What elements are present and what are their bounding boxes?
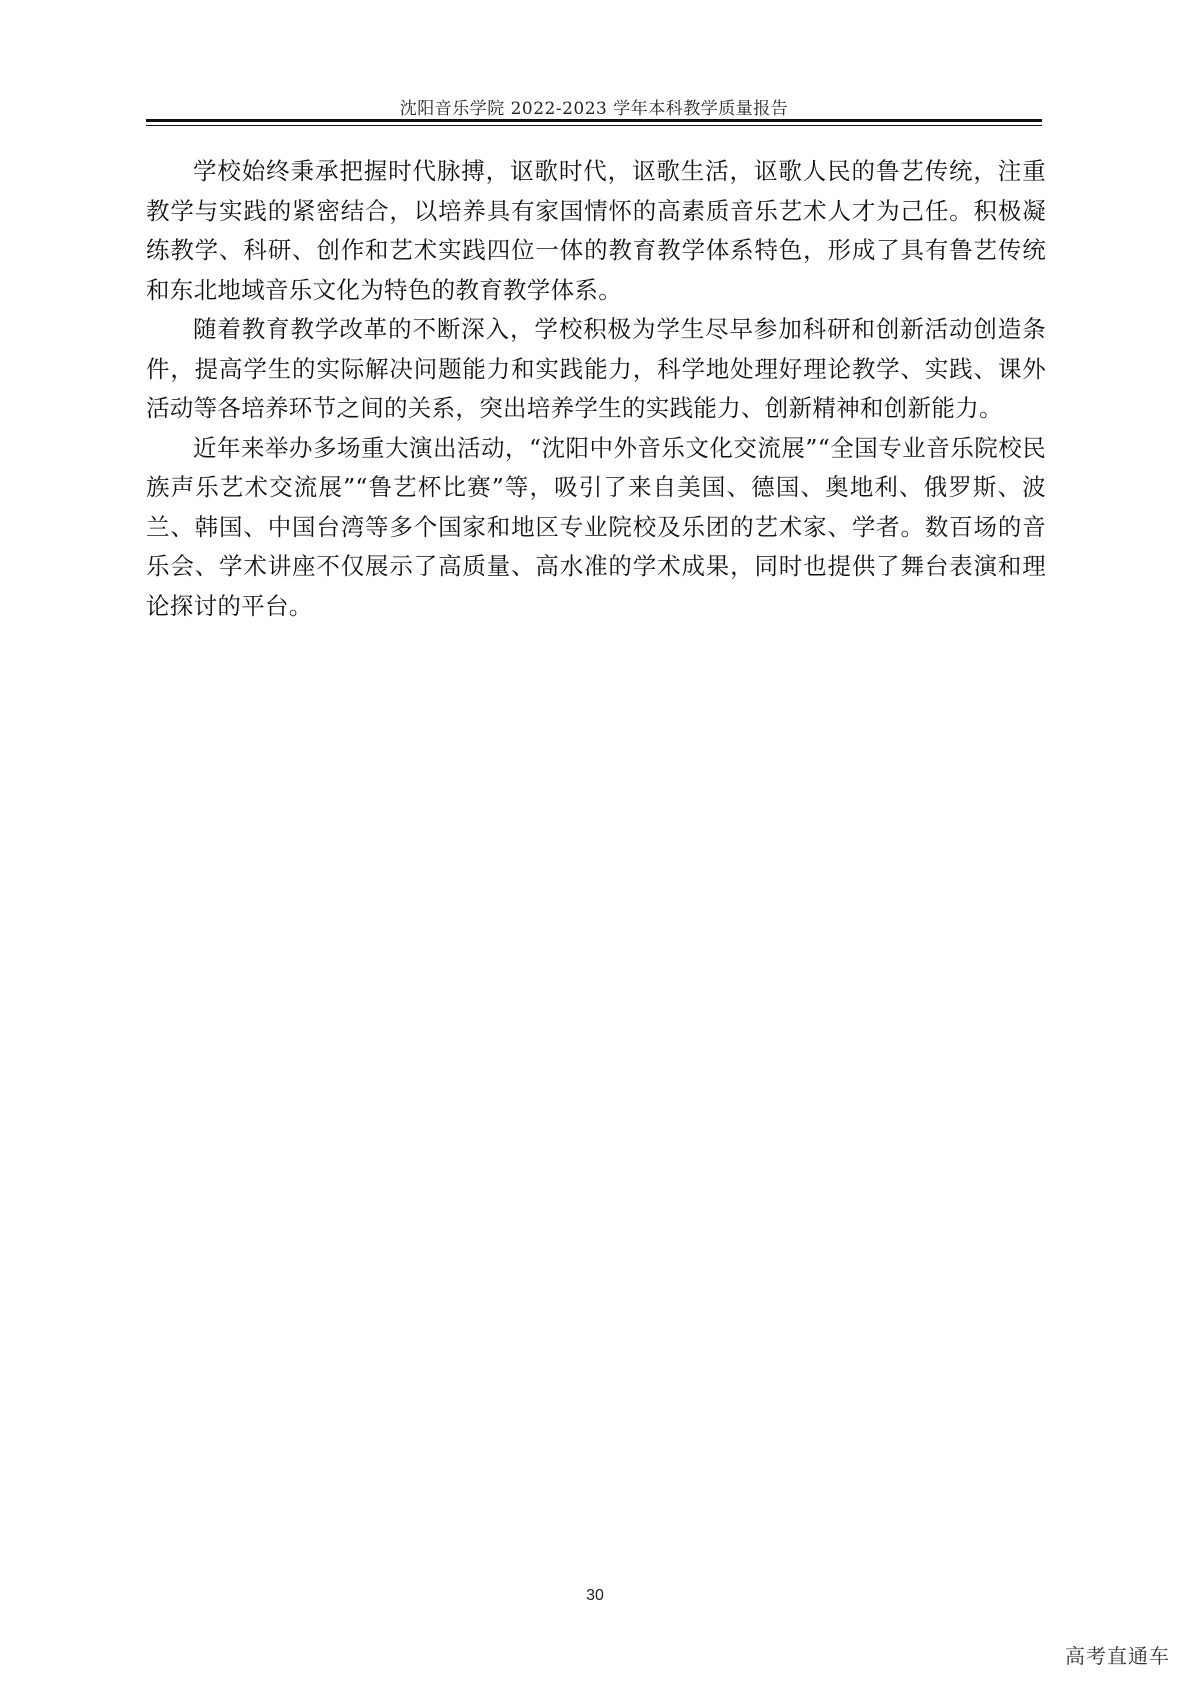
header-rule-thick bbox=[146, 119, 1042, 122]
watermark-text: 高考直通车 bbox=[1065, 1644, 1170, 1668]
paragraph-1: 学校始终秉承把握时代脉搏，讴歌时代，讴歌生活，讴歌人民的鲁艺传统，注重教学与实践的紧密结合，以培养具有家国情怀的高素质音乐艺术人才为己任。积极凝练教学、科研、创作和艺术实践四位一体的教育教学体系特色，形成了具有鲁艺传统和东北地域音乐文化为特色的教育教学体系。 bbox=[146, 157, 1046, 304]
header-rule-thin bbox=[146, 125, 1042, 126]
body-text bbox=[146, 152, 1046, 626]
page-header: 沈阳音乐学院 2022-2023 学年本科教学质量报告 bbox=[399, 99, 789, 119]
page-number: 30 bbox=[586, 1587, 604, 1604]
paragraph-2: 随着教育教学改革的不断深入，学校积极为学生尽早参加科研和创新活动创造条件，提高学生的实际解决问题能力和实践能力，科学地处理好理论教学、实践、课外活动等各培养环节之间的关系，突出培养学生的实践能力、创新精神和创新能力。 bbox=[146, 315, 1046, 422]
paragraph-3: 近年来举办多场重大演出活动，“沈阳中外音乐文化交流展”“全国专业音乐院校民族声乐艺术交流展”“鲁艺杯比赛”等，吸引了来自美国、德国、奥地利、俄罗斯、波兰、韩国、中国台湾等多个国家和地区专业院校及乐团的艺术家、学者。数百场的音乐会、学术讲座不仅展示了高质量、高水准的学术成果，同时也提供了舞台表演和理论探讨的平台。 bbox=[146, 433, 1046, 620]
